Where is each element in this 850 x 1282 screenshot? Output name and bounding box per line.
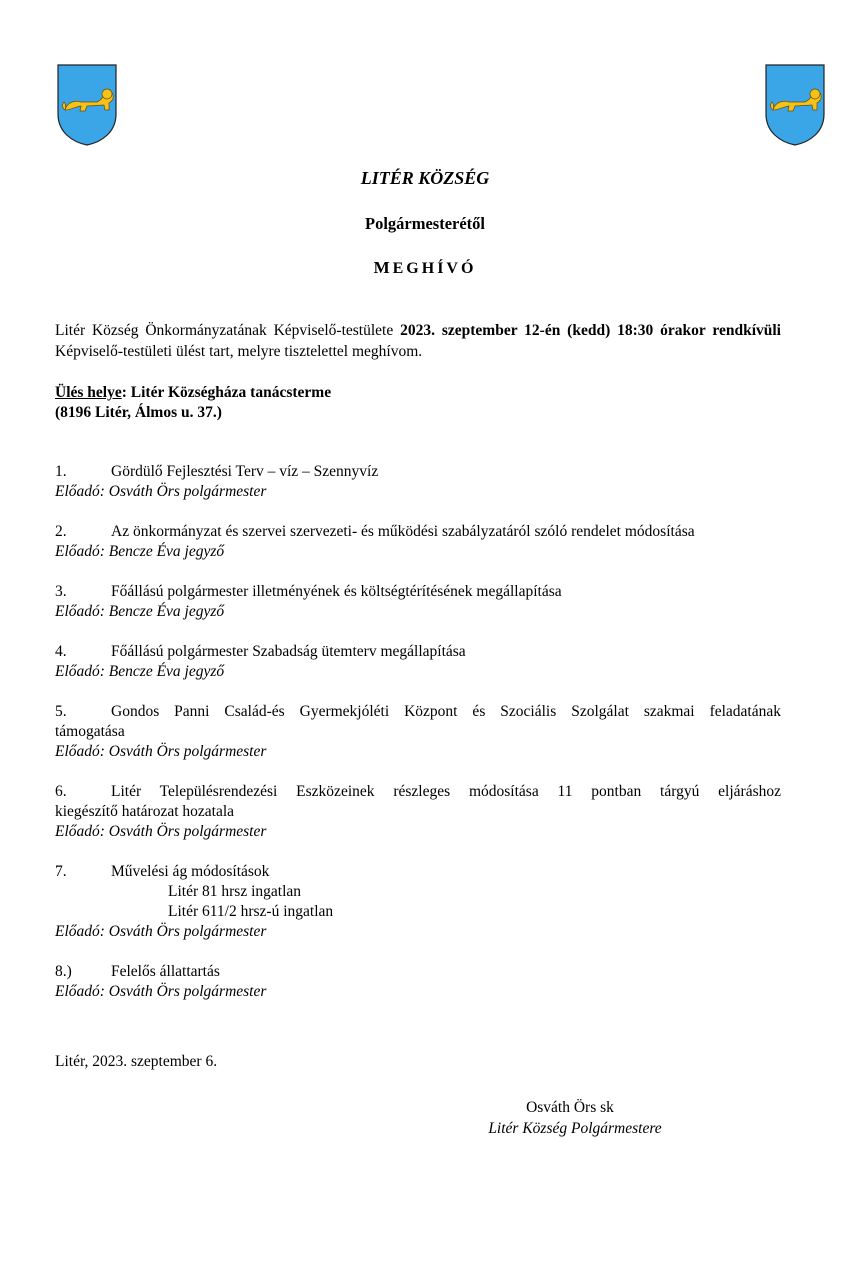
intro-date: 2023. szeptember 12-én (kedd) 18:30 órakor rendkívüli <box>400 322 781 339</box>
agenda-presenter: Előadó: Osváth Örs polgármester <box>55 923 267 940</box>
agenda-number: 7. <box>55 863 67 880</box>
agenda-item-2 <box>55 522 781 562</box>
agenda-title: Gördülő Fejlesztési Terv – víz – Szennyvíz <box>111 463 379 480</box>
agenda-title: Főállású polgármester illetményének és költségtérítésének megállapítása <box>111 583 562 600</box>
invitation-rest: EGHÍVÓ <box>392 260 477 277</box>
signer-title: Litér Község Polgármestere <box>488 1120 662 1137</box>
agenda-list <box>55 462 781 1022</box>
agenda-presenter: Előadó: Osváth Örs polgármester <box>55 823 267 840</box>
agenda-title-continued: kiegészítő határozat hozatala <box>55 803 235 820</box>
agenda-item-4 <box>55 642 781 682</box>
agenda-title: Főállású polgármester Szabadság ütemterv megállapítása <box>111 643 466 660</box>
agenda-number: 5. <box>55 703 67 720</box>
signer-name: Osváth Örs sk <box>526 1099 614 1116</box>
agenda-subitem: Litér 611/2 hrsz-ú ingatlan <box>168 903 334 920</box>
agenda-number: 2. <box>55 523 67 540</box>
agenda-item-7 <box>55 862 781 942</box>
agenda-item-3 <box>55 582 781 622</box>
agenda-presenter: Előadó: Bencze Éva jegyző <box>55 603 225 620</box>
place-and-date: Litér, 2023. szeptember 6. <box>55 1053 218 1070</box>
agenda-number: 4. <box>55 643 67 660</box>
agenda-item-6 <box>55 782 781 842</box>
agenda-title: Művelési ág módosítások <box>111 863 270 880</box>
agenda-item-5 <box>55 702 781 762</box>
agenda-presenter: Előadó: Osváth Örs polgármester <box>55 483 267 500</box>
venue-colon: : <box>121 384 127 401</box>
venue-line <box>55 383 331 403</box>
agenda-number: 6. <box>55 783 67 800</box>
agenda-title: Felelős állattartás <box>111 963 220 980</box>
agenda-title: Gondos Panni Család-és Gyermekjóléti Központ és Szociális Szolgálat szakmai feladatának <box>111 703 781 720</box>
venue-label: Ülés helye <box>55 384 122 401</box>
agenda-presenter: Előadó: Osváth Örs polgármester <box>55 743 267 760</box>
invitation-first-letter: M <box>373 258 393 277</box>
agenda-presenter: Előadó: Bencze Éva jegyző <box>55 663 225 680</box>
agenda-item-8 <box>55 962 781 1002</box>
agenda-presenter: Előadó: Osváth Örs polgármester <box>55 983 267 1000</box>
intro-part2: Képviselő-testületi ülést tart, melyre tisztelettel meghívom. <box>55 343 423 360</box>
agenda-title-continued: támogatása <box>55 723 125 740</box>
invitation-heading <box>0 258 850 279</box>
agenda-number: 3. <box>55 583 67 600</box>
intro-part1: Litér Község Önkormányzatának Képviselő-testülete <box>55 322 401 339</box>
coat-of-arms-left <box>57 64 117 146</box>
document-title: LITÉR KÖZSÉG <box>360 168 490 188</box>
intro-paragraph <box>55 320 781 362</box>
agenda-subitem: Litér 81 hrsz ingatlan <box>168 883 301 900</box>
agenda-title: Litér Településrendezési Eszközeinek részleges módosítása 11 pontban tárgyú eljáráshoz <box>111 783 781 800</box>
agenda-number: 8.) <box>55 963 72 980</box>
agenda-item-1 <box>55 462 781 502</box>
coat-of-arms-right <box>765 64 825 146</box>
agenda-presenter: Előadó: Bencze Éva jegyző <box>55 543 225 560</box>
agenda-title: Az önkormányzat és szervei szervezeti- és működési szabályzatáról szóló rendelet módosítása <box>111 523 695 540</box>
venue-address: (8196 Litér, Álmos u. 37.) <box>55 404 222 421</box>
venue-block <box>55 383 331 423</box>
document-from: Polgármesterétől <box>364 214 486 233</box>
agenda-number: 1. <box>55 463 67 480</box>
venue-place: Litér Községháza tanácsterme <box>126 384 332 401</box>
